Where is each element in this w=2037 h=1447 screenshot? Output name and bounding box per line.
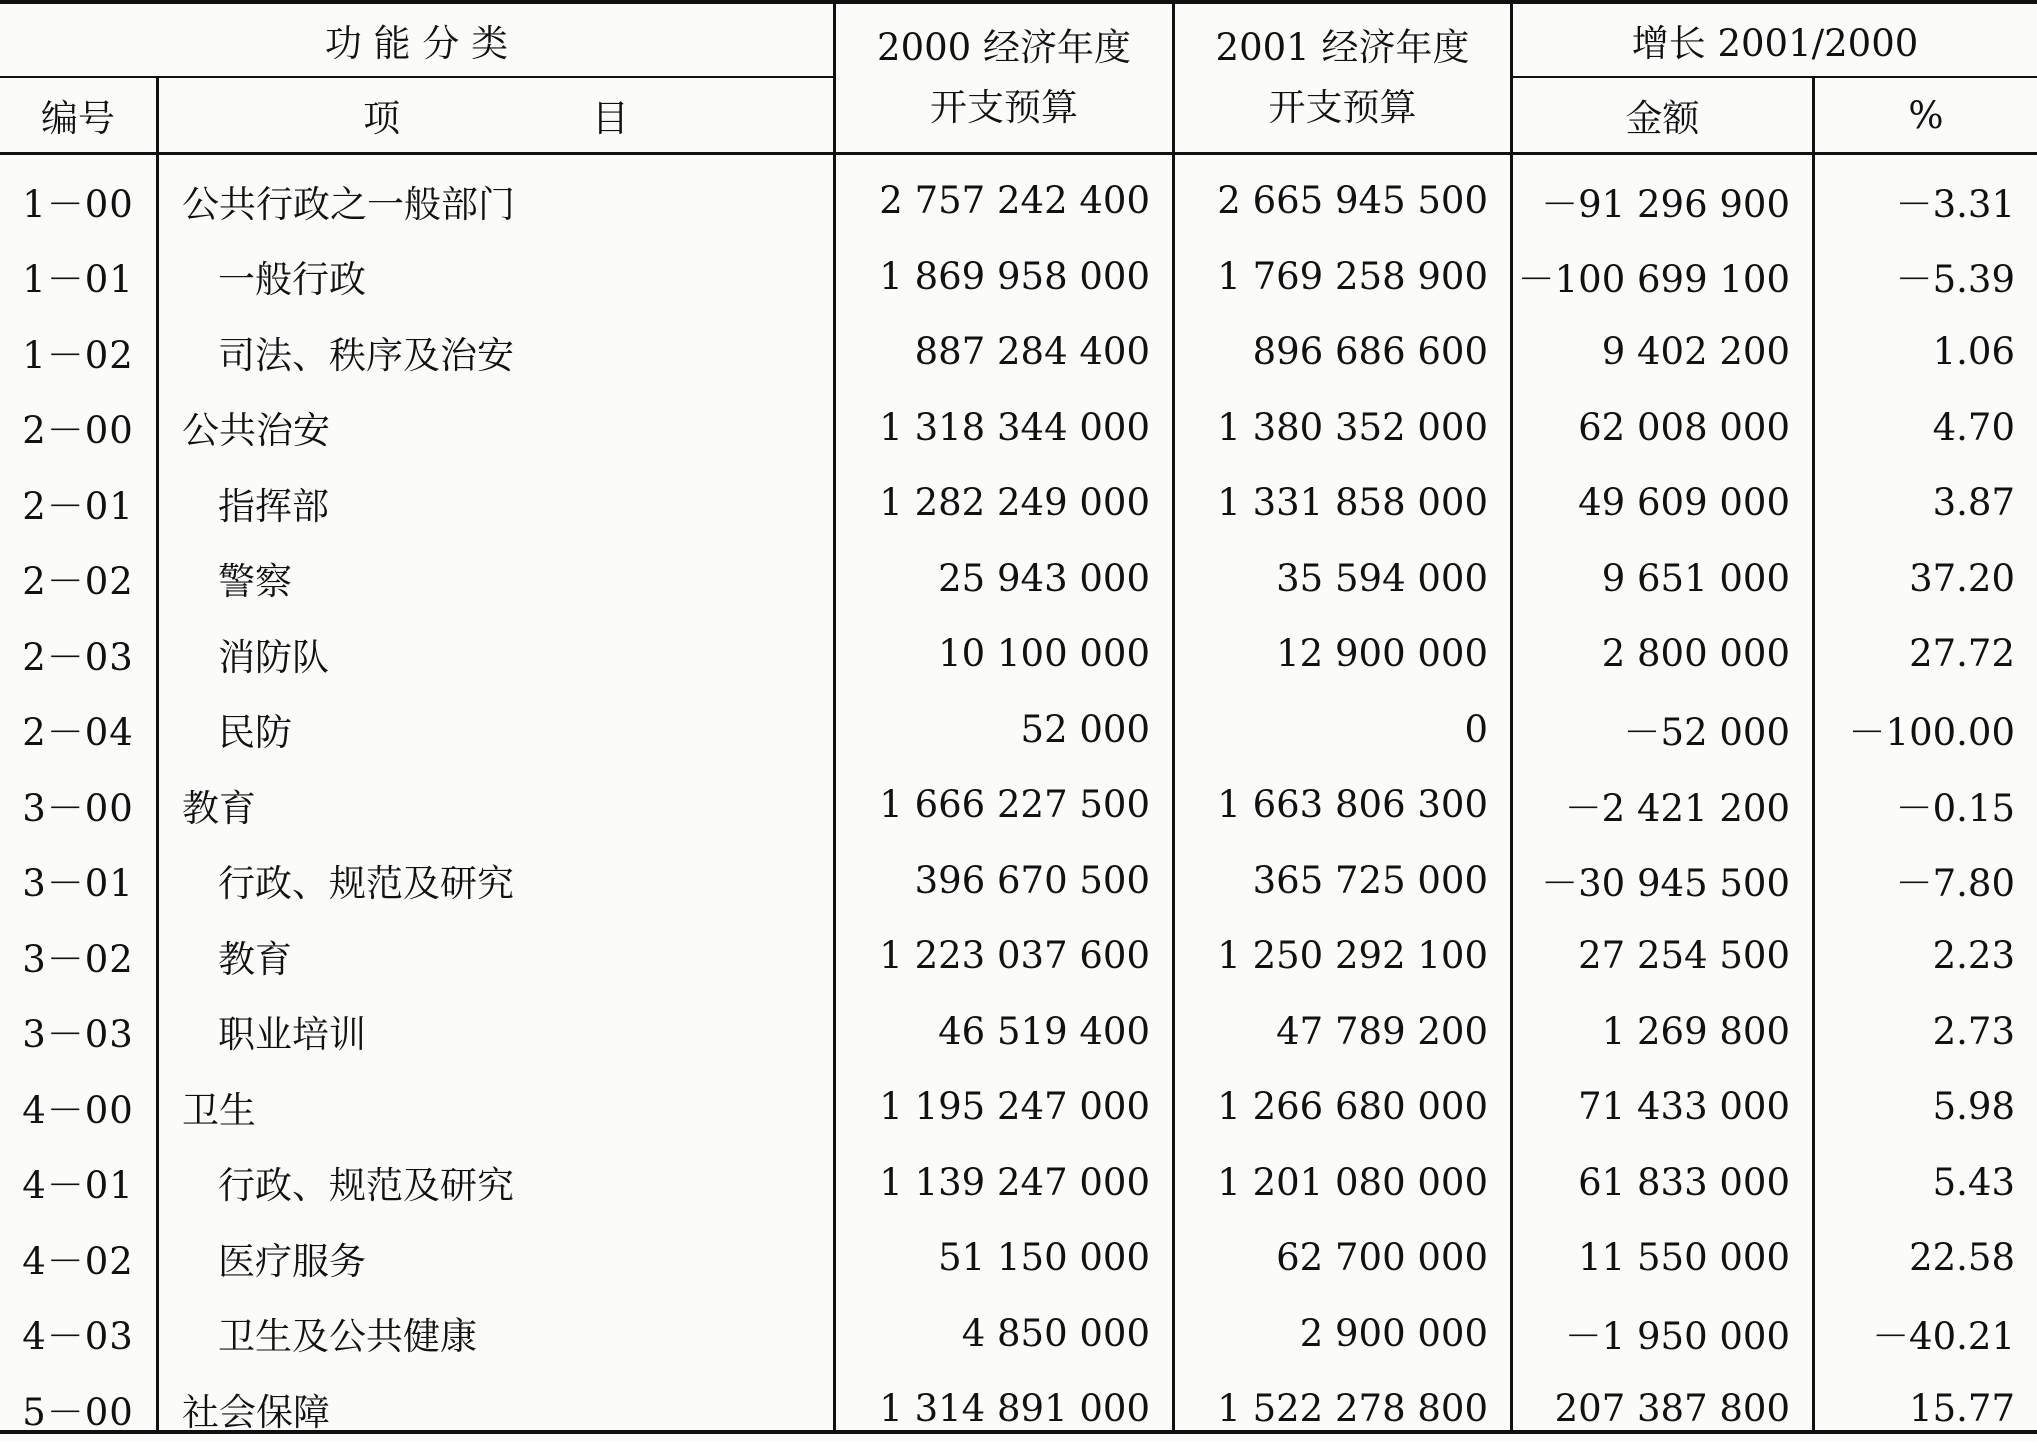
row-budget-2001: 365 725 000: [1252, 858, 1488, 902]
header-functional-classification: 功 能 分 类: [324, 22, 509, 65]
row-budget-2001: 1 522 278 800: [1217, 1387, 1488, 1431]
row-budget-2001: 62 700 000: [1276, 1236, 1488, 1280]
header-b2001-line1: 2001 经济年度: [1215, 26, 1470, 69]
row-item: 行政、规范及研究: [218, 862, 514, 906]
row-budget-2000: 25 943 000: [938, 556, 1150, 600]
row-budget-2000: 1 318 344 000: [879, 405, 1150, 449]
row-budget-2001: 1 201 080 000: [1217, 1160, 1488, 1204]
row-budget-2000: 887 284 400: [914, 330, 1150, 374]
row-growth-percent: 2.73: [1932, 1009, 2015, 1053]
row-growth-amount: －91 296 900: [1541, 182, 1790, 226]
row-growth-percent: 1.06: [1932, 330, 2015, 374]
row-code: 2－01: [22, 484, 134, 528]
row-growth-percent: 2.23: [1932, 934, 2015, 978]
row-growth-amount: －1 950 000: [1564, 1315, 1790, 1359]
row-growth-percent: 37.20: [1909, 556, 2015, 600]
row-item: 指挥部: [218, 484, 329, 528]
row-growth-percent: 27.72: [1909, 632, 2015, 676]
row-item: 警察: [218, 560, 292, 604]
row-item: 消防队: [218, 635, 329, 679]
row-budget-2000: 46 519 400: [938, 1009, 1150, 1053]
row-budget-2000: 10 100 000: [938, 632, 1150, 676]
header-growth: 增长 2001/2000: [1631, 22, 1919, 65]
row-growth-amount: 27 254 500: [1578, 934, 1790, 978]
row-code: 4－03: [22, 1315, 134, 1359]
row-code: 2－02: [22, 560, 134, 604]
header-b2001-line2: 开支预算: [1268, 86, 1417, 129]
row-growth-amount: 11 550 000: [1578, 1236, 1790, 1280]
row-budget-2001: 0: [1464, 707, 1488, 751]
row-code: 5－00: [22, 1390, 134, 1434]
row-item: 一般行政: [218, 258, 366, 302]
row-code: 1－02: [22, 333, 134, 377]
row-growth-percent: 3.87: [1932, 481, 2015, 525]
vline-code: [156, 76, 159, 1433]
row-code: 2－04: [22, 711, 134, 755]
row-growth-percent: 4.70: [1932, 405, 2015, 449]
row-budget-2000: 1 666 227 500: [879, 783, 1150, 827]
row-growth-percent: －100.00: [1848, 711, 2015, 755]
row-budget-2001: 2 665 945 500: [1217, 179, 1488, 223]
row-growth-percent: 22.58: [1909, 1236, 2015, 1280]
row-code: 4－02: [22, 1239, 134, 1283]
row-code: 2－00: [22, 409, 134, 453]
row-code: 4－01: [22, 1164, 134, 1208]
row-growth-amount: 71 433 000: [1578, 1085, 1790, 1129]
row-item: 教育: [182, 786, 256, 830]
row-growth-amount: 9 402 200: [1601, 330, 1790, 374]
row-item: 卫生: [182, 1088, 256, 1132]
row-budget-2000: 52 000: [1020, 707, 1150, 751]
row-item: 教育: [218, 937, 292, 981]
row-growth-percent: －0.15: [1895, 786, 2015, 830]
row-code: 3－01: [22, 862, 134, 906]
row-item: 行政、规范及研究: [218, 1164, 514, 1208]
row-growth-percent: －5.39: [1895, 258, 2015, 302]
row-code: 1－01: [22, 258, 134, 302]
row-budget-2000: 2 757 242 400: [879, 179, 1150, 223]
row-budget-2000: 396 670 500: [914, 858, 1150, 902]
row-budget-2001: 47 789 200: [1276, 1009, 1488, 1053]
row-budget-2001: 2 900 000: [1299, 1311, 1488, 1355]
row-item: 司法、秩序及治安: [218, 333, 514, 377]
row-growth-percent: 5.98: [1932, 1085, 2015, 1129]
row-item: 卫生及公共健康: [218, 1315, 477, 1359]
row-budget-2001: 1 380 352 000: [1217, 405, 1488, 449]
row-growth-percent: －40.21: [1872, 1315, 2015, 1359]
row-budget-2001: 1 331 858 000: [1217, 481, 1488, 525]
header-item: 项 目: [363, 97, 719, 140]
row-growth-amount: －52 000: [1623, 711, 1790, 755]
row-growth-amount: 62 008 000: [1578, 405, 1790, 449]
row-budget-2000: 1 282 249 000: [879, 481, 1150, 525]
row-growth-amount: 2 800 000: [1601, 632, 1790, 676]
header-percent: %: [1908, 93, 1944, 137]
row-growth-amount: －30 945 500: [1541, 862, 1790, 906]
row-item: 职业培训: [218, 1013, 366, 1057]
row-budget-2001: 1 266 680 000: [1217, 1085, 1488, 1129]
row-budget-2000: 1 195 247 000: [879, 1085, 1150, 1129]
row-growth-amount: 1 269 800: [1601, 1009, 1790, 1053]
row-item: 公共治安: [182, 409, 330, 453]
header-b2000-line1: 2000 经济年度: [877, 26, 1131, 69]
row-item: 社会保障: [182, 1390, 330, 1434]
row-budget-2001: 12 900 000: [1276, 632, 1488, 676]
row-growth-amount: －2 421 200: [1564, 786, 1790, 830]
row-growth-amount: 207 387 800: [1554, 1387, 1790, 1431]
row-code: 3－00: [22, 786, 134, 830]
row-budget-2000: 1 139 247 000: [879, 1160, 1150, 1204]
row-budget-2000: 4 850 000: [961, 1311, 1150, 1355]
row-code: 2－03: [22, 635, 134, 679]
row-budget-2001: 1 663 806 300: [1217, 783, 1488, 827]
header-b2000-line2: 开支预算: [930, 86, 1078, 129]
row-code: 1－00: [22, 182, 134, 226]
row-growth-percent: 5.43: [1932, 1160, 2015, 1204]
row-budget-2000: 51 150 000: [938, 1236, 1150, 1280]
row-growth-percent: 15.77: [1909, 1387, 2015, 1431]
row-growth-amount: －100 699 100: [1517, 258, 1790, 302]
row-budget-2001: 1 250 292 100: [1217, 934, 1488, 978]
row-code: 3－03: [22, 1013, 134, 1057]
row-growth-amount: 9 651 000: [1601, 556, 1790, 600]
row-budget-2001: 1 769 258 900: [1217, 254, 1488, 298]
header-bottom-rule: [0, 152, 2037, 155]
row-budget-2001: 35 594 000: [1276, 556, 1488, 600]
row-item: 医疗服务: [218, 1239, 366, 1283]
row-budget-2000: 1 869 958 000: [879, 254, 1150, 298]
row-budget-2001: 896 686 600: [1252, 330, 1488, 374]
row-code: 3－02: [22, 937, 134, 981]
row-growth-percent: －7.80: [1895, 862, 2015, 906]
row-budget-2000: 1 314 891 000: [879, 1387, 1150, 1431]
row-growth-amount: 61 833 000: [1578, 1160, 1790, 1204]
row-growth-amount: 49 609 000: [1578, 481, 1790, 525]
header-amount: 金额: [1625, 97, 1700, 140]
row-item: 民防: [218, 711, 292, 755]
row-budget-2000: 1 223 037 600: [879, 934, 1150, 978]
row-code: 4－00: [22, 1088, 134, 1132]
row-item: 公共行政之一般部门: [182, 182, 515, 226]
header-code: 编号: [41, 97, 115, 140]
row-growth-percent: －3.31: [1895, 182, 2015, 226]
